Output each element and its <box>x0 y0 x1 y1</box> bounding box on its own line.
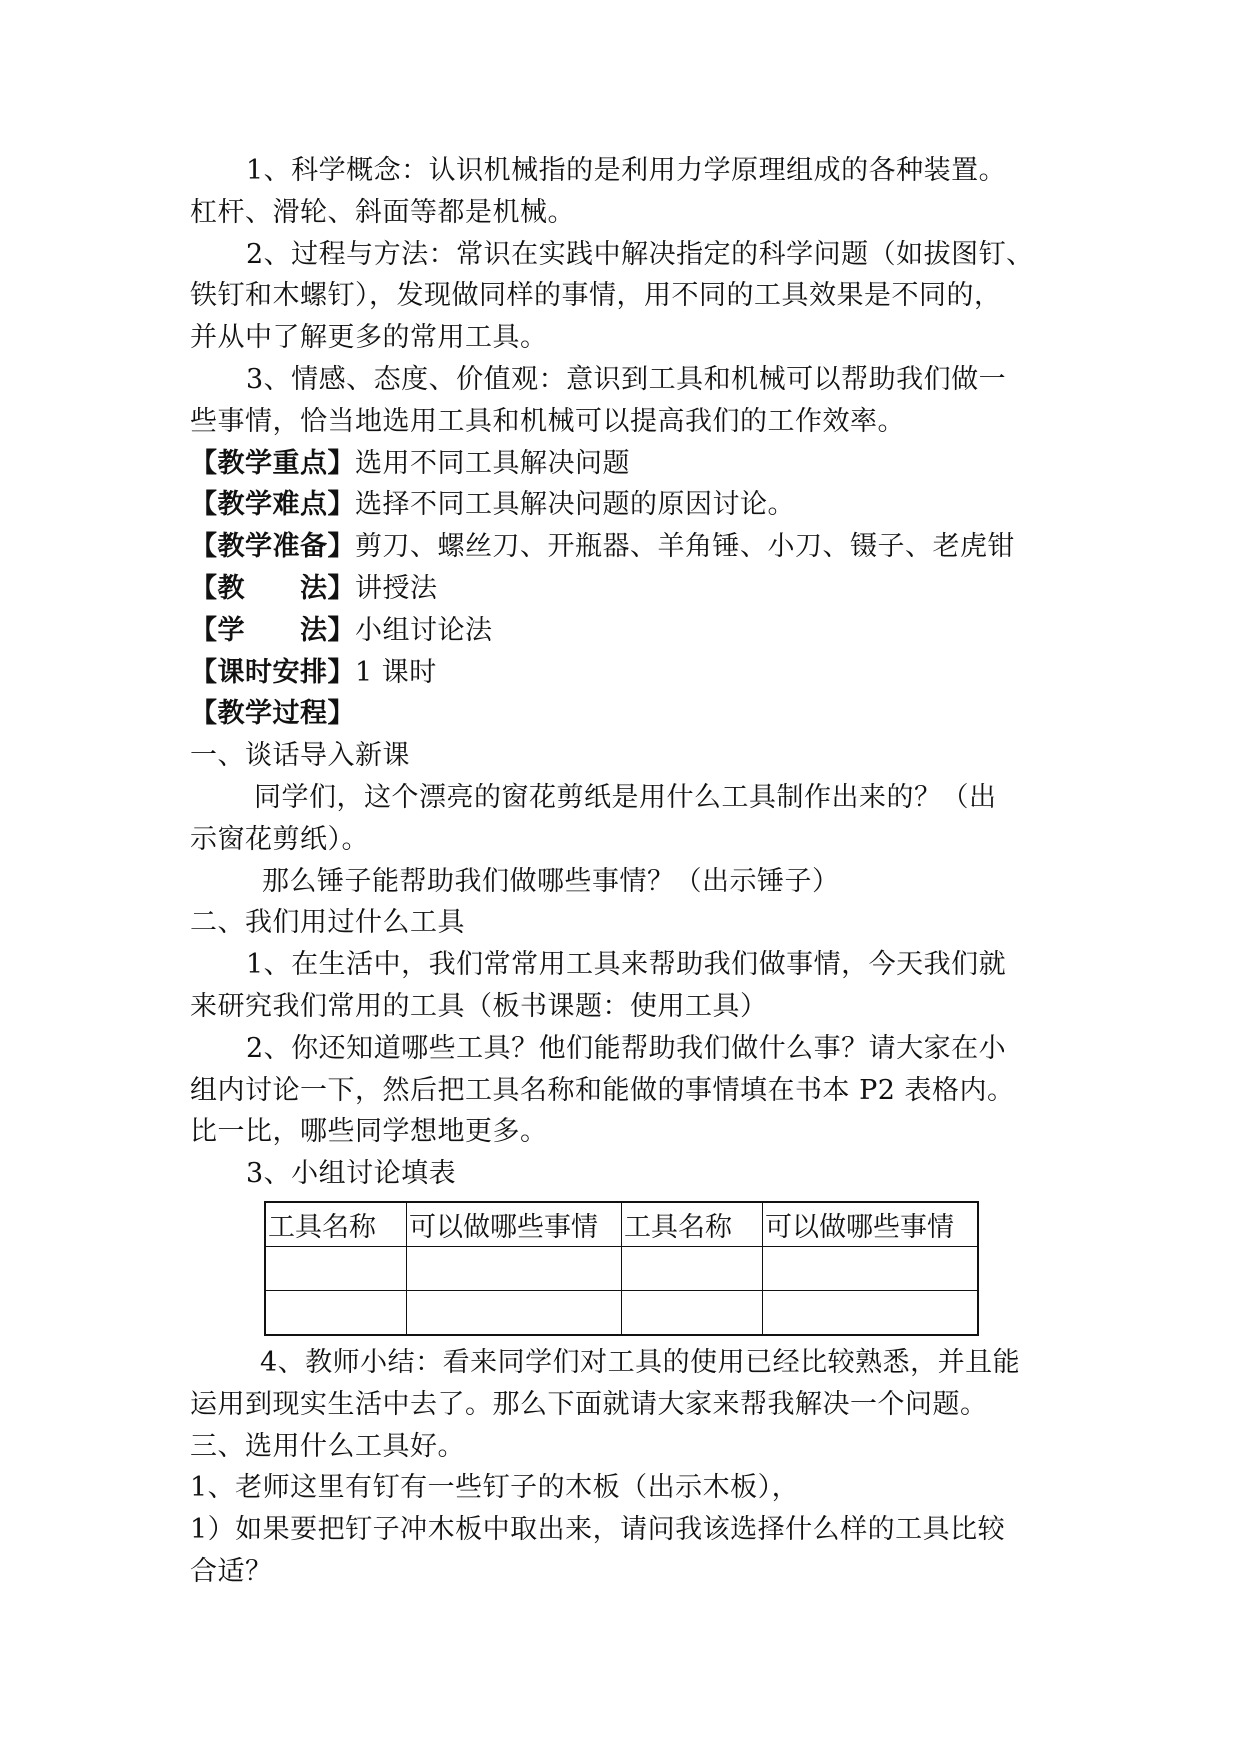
paragraph-line: 1、在生活中，我们常常用工具来帮助我们做事情，今天我们就 <box>246 949 1007 981</box>
paragraph-line: 运用到现实生活中去了。那么下面就请大家来帮我解决一个问题。 <box>190 1388 988 1420</box>
info-value: 选择不同工具解决问题的原因讨论。 <box>355 489 795 521</box>
info-learning-method <box>190 610 1055 652</box>
table-header-cell: 工具名称 <box>265 1202 407 1247</box>
objective-line: 并从中了解更多的常用工具。 <box>190 322 548 354</box>
info-label: 【教学重点】 <box>190 447 355 479</box>
document-page <box>190 150 1055 1593</box>
paragraph-line: 同学们，这个漂亮的窗花剪纸是用什么工具制作出来的？（出 <box>254 781 997 813</box>
table-header-cell: 工具名称 <box>622 1202 763 1247</box>
table-row <box>265 1290 978 1335</box>
tool-table-wrapper <box>190 1201 1055 1336</box>
process-heading: 【教学过程】 <box>190 698 355 730</box>
table-cell[interactable] <box>265 1246 407 1290</box>
tool-table <box>264 1201 979 1336</box>
info-value: 1 课时 <box>355 656 437 688</box>
paragraph-line: 3、小组讨论填表 <box>246 1158 457 1190</box>
info-label: 【课时安排】 <box>190 656 355 688</box>
paragraph-line: 4、教师小结：看来同学们对工具的使用已经比较熟悉，并且能 <box>260 1346 1021 1378</box>
paragraph-line: 比一比，哪些同学想地更多。 <box>190 1116 548 1148</box>
info-difficulties <box>190 484 1055 526</box>
paragraph-line: 合适？ <box>190 1555 273 1587</box>
objective-line: 杠杆、滑轮、斜面等都是机械。 <box>190 196 575 228</box>
info-value: 小组讨论法 <box>355 614 493 646</box>
table-cell[interactable] <box>407 1290 622 1335</box>
objective-line: 3、情感、态度、价值观：意识到工具和机械可以帮助我们做一 <box>246 363 1007 395</box>
info-value: 剪刀、螺丝刀、开瓶器、羊角锤、小刀、镊子、老虎钳 <box>355 531 1015 563</box>
info-schedule <box>190 652 1055 694</box>
info-value: 选用不同工具解决问题 <box>355 447 630 479</box>
info-label: 【学 法】 <box>190 614 355 646</box>
table-cell[interactable] <box>763 1246 979 1290</box>
objective-line: 铁钉和木螺钉），发现做同样的事情，用不同的工具效果是不同的， <box>190 280 1002 312</box>
table-row <box>265 1246 978 1290</box>
table-cell[interactable] <box>622 1290 763 1335</box>
info-label: 【教学准备】 <box>190 531 355 563</box>
info-value: 讲授法 <box>355 572 438 604</box>
section-title: 三、选用什么工具好。 <box>190 1430 465 1462</box>
info-key-points <box>190 443 1055 485</box>
objective-line: 1、科学概念：认识机械指的是利用力学原理组成的各种装置。 <box>246 155 1007 186</box>
table-header-cell: 可以做哪些事情 <box>763 1202 979 1247</box>
paragraph-line: 来研究我们常用的工具（板书课题：使用工具） <box>190 990 768 1022</box>
info-preparation <box>190 526 1055 568</box>
section-title: 一、谈话导入新课 <box>190 740 410 772</box>
table-cell[interactable] <box>265 1290 407 1335</box>
paragraph-line: 示窗花剪纸）。 <box>190 823 369 855</box>
objective-line: 些事情，恰当地选用工具和机械可以提高我们的工作效率。 <box>190 405 905 437</box>
table-cell[interactable] <box>763 1290 979 1335</box>
info-label: 【教学难点】 <box>190 489 355 521</box>
table-header-cell: 可以做哪些事情 <box>407 1202 622 1247</box>
paragraph-line: 1）如果要把钉子冲木板中取出来，请问我该选择什么样的工具比较 <box>190 1514 1006 1546</box>
objective-line: 2、过程与方法：常识在实践中解决指定的科学问题（如拔图钉、 <box>246 238 1034 270</box>
paragraph-line: 组内讨论一下，然后把工具名称和能做的事情填在书本 P2 表格内。 <box>190 1074 1015 1106</box>
paragraph-line: 那么锤子能帮助我们做哪些事情？（出示锤子） <box>262 865 840 897</box>
info-label: 【教 法】 <box>190 572 355 604</box>
info-teaching-method <box>190 568 1055 610</box>
paragraph-line: 1、老师这里有钉有一些钉子的木板（出示木板）， <box>190 1472 800 1504</box>
section-title: 二、我们用过什么工具 <box>190 907 465 939</box>
table-cell[interactable] <box>622 1246 763 1290</box>
table-header-row <box>265 1202 978 1247</box>
paragraph-line: 2、你还知道哪些工具？他们能帮助我们做什么事？请大家在小 <box>246 1032 1007 1064</box>
table-cell[interactable] <box>407 1246 622 1290</box>
